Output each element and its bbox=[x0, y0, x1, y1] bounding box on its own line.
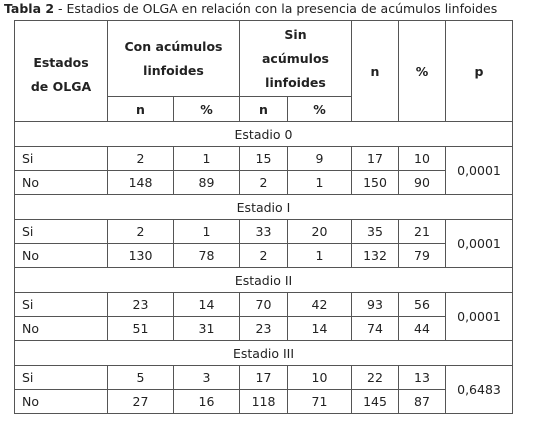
table-cell: 132 bbox=[352, 244, 399, 268]
table-row bbox=[15, 317, 513, 341]
table-cell: 79 bbox=[399, 244, 446, 268]
table-cell: 42 bbox=[288, 293, 352, 317]
table-cell: 118 bbox=[240, 390, 288, 414]
subheader-n: n bbox=[108, 97, 174, 122]
p-value: 0,6483 bbox=[446, 366, 513, 414]
subheader-pct: % bbox=[174, 97, 240, 122]
table-cell: 1 bbox=[288, 171, 352, 195]
table-cell: 15 bbox=[240, 147, 288, 171]
table-cell: 3 bbox=[174, 366, 240, 390]
table-cell: 150 bbox=[352, 171, 399, 195]
table-cell: 1 bbox=[288, 244, 352, 268]
table-cell: 130 bbox=[108, 244, 174, 268]
table-cell: 14 bbox=[174, 293, 240, 317]
table-cell: 5 bbox=[108, 366, 174, 390]
table-row bbox=[15, 147, 513, 171]
table-cell: 1 bbox=[174, 147, 240, 171]
table-cell: 20 bbox=[288, 220, 352, 244]
table-cell: 9 bbox=[288, 147, 352, 171]
olga-table bbox=[14, 20, 513, 414]
row-label: No bbox=[15, 390, 108, 414]
table-cell: 35 bbox=[352, 220, 399, 244]
stage-header: Estadio II bbox=[15, 268, 513, 293]
row-label: Si bbox=[15, 293, 108, 317]
table-cell: 90 bbox=[399, 171, 446, 195]
table-cell: 2 bbox=[240, 171, 288, 195]
table-cell: 13 bbox=[399, 366, 446, 390]
table-cell: 10 bbox=[399, 147, 446, 171]
caption-label: Tabla 2 bbox=[4, 1, 55, 16]
row-label: No bbox=[15, 171, 108, 195]
p-value: 0,0001 bbox=[446, 293, 513, 341]
table-cell: 148 bbox=[108, 171, 174, 195]
table-cell: 27 bbox=[108, 390, 174, 414]
table-cell: 17 bbox=[352, 147, 399, 171]
table-cell: 2 bbox=[240, 244, 288, 268]
table-cell: 2 bbox=[108, 147, 174, 171]
table-cell: 14 bbox=[288, 317, 352, 341]
subheader-pct: % bbox=[288, 97, 352, 122]
table-cell: 1 bbox=[174, 220, 240, 244]
table-cell: 23 bbox=[108, 293, 174, 317]
p-value: 0,0001 bbox=[446, 147, 513, 195]
table-cell: 93 bbox=[352, 293, 399, 317]
table-cell: 51 bbox=[108, 317, 174, 341]
row-label: No bbox=[15, 317, 108, 341]
table-cell: 74 bbox=[352, 317, 399, 341]
table-cell: 17 bbox=[240, 366, 288, 390]
table-row bbox=[15, 171, 513, 195]
table-cell: 31 bbox=[174, 317, 240, 341]
header-without-lymphoid: Sin acúmulos linfoides bbox=[240, 21, 352, 97]
table-caption bbox=[4, 1, 497, 16]
table-row bbox=[15, 390, 513, 414]
subheader-n: n bbox=[240, 97, 288, 122]
caption-text: - Estadios de OLGA en relación con la presencia de acúmulos linfoides bbox=[54, 1, 498, 16]
stage-header: Estadio I bbox=[15, 195, 513, 220]
row-label: Si bbox=[15, 220, 108, 244]
table-cell: 87 bbox=[399, 390, 446, 414]
table-cell: 56 bbox=[399, 293, 446, 317]
table-cell: 10 bbox=[288, 366, 352, 390]
table-cell: 33 bbox=[240, 220, 288, 244]
table-cell: 145 bbox=[352, 390, 399, 414]
header-stage: Estados de OLGA bbox=[15, 21, 108, 122]
table-row bbox=[15, 366, 513, 390]
p-value: 0,0001 bbox=[446, 220, 513, 268]
row-label: Si bbox=[15, 147, 108, 171]
header-p: p bbox=[446, 21, 513, 122]
table-cell: 16 bbox=[174, 390, 240, 414]
row-label: Si bbox=[15, 366, 108, 390]
table-row bbox=[15, 244, 513, 268]
table-cell: 21 bbox=[399, 220, 446, 244]
header-with-lymphoid: Con acúmulos linfoides bbox=[108, 21, 240, 97]
stage-header: Estadio III bbox=[15, 341, 513, 366]
table-cell: 23 bbox=[240, 317, 288, 341]
header-pct: % bbox=[399, 21, 446, 122]
table-cell: 78 bbox=[174, 244, 240, 268]
header-n: n bbox=[352, 21, 399, 122]
table-row bbox=[15, 293, 513, 317]
table-cell: 70 bbox=[240, 293, 288, 317]
table-cell: 22 bbox=[352, 366, 399, 390]
table-row bbox=[15, 220, 513, 244]
row-label: No bbox=[15, 244, 108, 268]
table-cell: 71 bbox=[288, 390, 352, 414]
table-cell: 2 bbox=[108, 220, 174, 244]
table-cell: 89 bbox=[174, 171, 240, 195]
stage-header: Estadio 0 bbox=[15, 122, 513, 147]
table-cell: 44 bbox=[399, 317, 446, 341]
